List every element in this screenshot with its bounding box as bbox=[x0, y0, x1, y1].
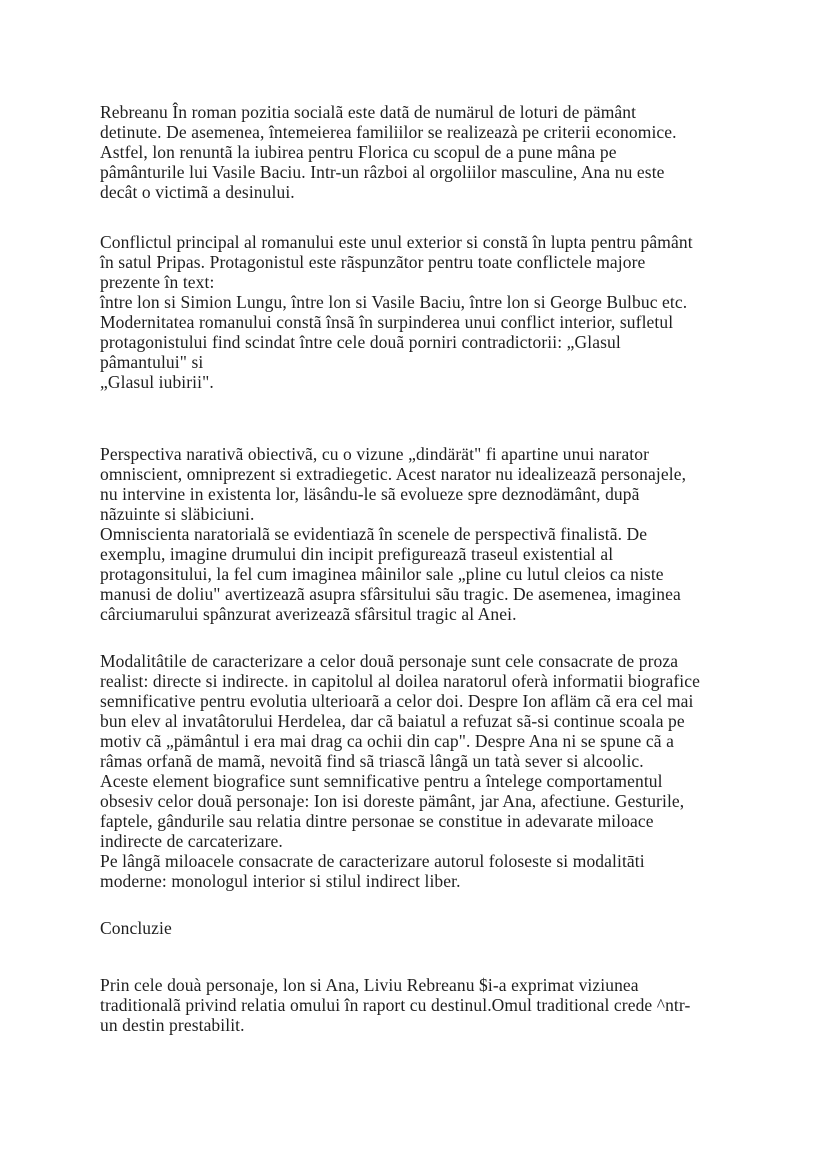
text-line: Modernitatea romanului constã însã în surpinderea unui conflict interior, sufletul bbox=[100, 312, 674, 332]
text-line: motiv cã „pämântul i era mai drag ca ochii din cap". Despre Ana ni se spune cã a bbox=[100, 731, 674, 751]
paragraph-characterization bbox=[100, 651, 828, 891]
text-line: bun elev al invatâtorului Herdelea, dar cã baiatul a refuzat sã-si continue scoala pe bbox=[100, 711, 685, 731]
text-line: protagonistului find scindat între cele douã porniri contradictorii: „Glasul bbox=[100, 332, 621, 352]
text-line: cârciumarului spânzurat averizeazã sfârsitul tragic al Anei. bbox=[100, 604, 517, 624]
paragraph-conclusion bbox=[100, 975, 828, 1035]
text-line: Prin cele douà personaje, lon si Ana, Liviu Rebreanu $i-a exprimat viziunea bbox=[100, 975, 639, 995]
text-line: pâmantului" si bbox=[100, 352, 204, 372]
text-line: râmas orfanã de mamã, nevoitã find sã triascã lângã un tatà sever si alcoolic. bbox=[100, 751, 644, 771]
text-line: semnificative pentru evolutia ulterioarã a celor doi. Despre Ion afläm cã era cel mai bbox=[100, 691, 694, 711]
document-body bbox=[100, 102, 828, 1035]
text-line: între lon si Simion Lungu, între lon si Vasile Baciu, între lon si George Bulbuc etc. bbox=[100, 292, 688, 312]
text-line: Pe lângã miloacele consacrate de caracterizare autorul foloseste si modalitāti bbox=[100, 851, 645, 871]
text-line: faptele, gândurile sau relatia dintre personae se constitue in adevarate miloace bbox=[100, 811, 654, 831]
text-line: moderne: monologul interior si stilul indirect liber. bbox=[100, 871, 461, 891]
text-line: Rebreanu În roman pozitia socialã este datã de numärul de loturi de pämânt bbox=[100, 102, 637, 122]
text-line: traditionalã privind relatia omului în raport cu destinul.Omul traditional crede ^ntr- bbox=[100, 995, 691, 1015]
text-line: indirecte de carcaterizare. bbox=[100, 831, 283, 851]
text-line: protagonsitului, la fel cum imaginea mâinilor sale „pline cu lutul cleios ca niste bbox=[100, 564, 664, 584]
text-line: obsesiv celor douã personaje: Ion isi doreste pämânt, jar Ana, afectiune. Gesturile, bbox=[100, 791, 685, 811]
text-line: „Glasul iubirii". bbox=[100, 372, 214, 392]
text-line: manusi de doliu" avertizeazã asupra sfârsitului sãu tragic. De asemenea, imaginea bbox=[100, 584, 681, 604]
text-line: exemplu, imagine drumului din incipit prefigureazã traseul existential al bbox=[100, 544, 614, 564]
text-line: decât o victimã a desinului. bbox=[100, 182, 295, 202]
text-line: Perspectiva narativã obiectivã, cu o vizune „dindärät" fi apartine unui narator bbox=[100, 444, 650, 464]
text-line: pâmânturile lui Vasile Baciu. Intr-un râzboi al orgoliilor masculine, Ana nu este bbox=[100, 162, 665, 182]
text-line: în satul Pripas. Protagonistul este rãspunzãtor pentru toate conflictele majore bbox=[100, 252, 646, 272]
text-line: prezente în text: bbox=[100, 272, 215, 292]
text-line: detinute. De asemenea, întemeierea familiilor se realizeazà pe criterii economice. bbox=[100, 122, 677, 142]
text-line: nãzuinte si släbiciuni. bbox=[100, 504, 255, 524]
text-line: Conflictul principal al romanului este unul exterior si constã în lupta pentru pâmânt bbox=[100, 232, 693, 252]
text-line: omniscient, omniprezent si extradiegetic. Acest narator nu idealizeazã personajele, bbox=[100, 464, 687, 484]
heading-line: Concluzie bbox=[100, 918, 172, 938]
paragraph-narrative-perspective bbox=[100, 444, 828, 624]
text-line: realist: directe si indirecte. in capitolul al doilea naratorul oferà informatii biografice bbox=[100, 671, 700, 691]
text-line: Astfel, lon renuntã la iubirea pentru Florica cu scopul de a pune mâna pe bbox=[100, 142, 617, 162]
conclusion-heading bbox=[100, 918, 828, 938]
text-line: un destin prestabilit. bbox=[100, 1015, 245, 1035]
paragraph-social-position bbox=[100, 102, 828, 202]
text-line: nu intervine in existenta lor, läsându-le sã evolueze spre deznodämânt, dupã bbox=[100, 484, 640, 504]
text-line: Modalitâtile de caracterizare a celor douã personaje sunt cele consacrate de proza bbox=[100, 651, 679, 671]
text-line: Aceste element biografice sunt semnificative pentru a întelege comportamentul bbox=[100, 771, 663, 791]
paragraph-conflict bbox=[100, 232, 828, 392]
text-line: Omniscienta naratorialã se evidentiazã în scenele de perspectivã finalistã. De bbox=[100, 524, 648, 544]
